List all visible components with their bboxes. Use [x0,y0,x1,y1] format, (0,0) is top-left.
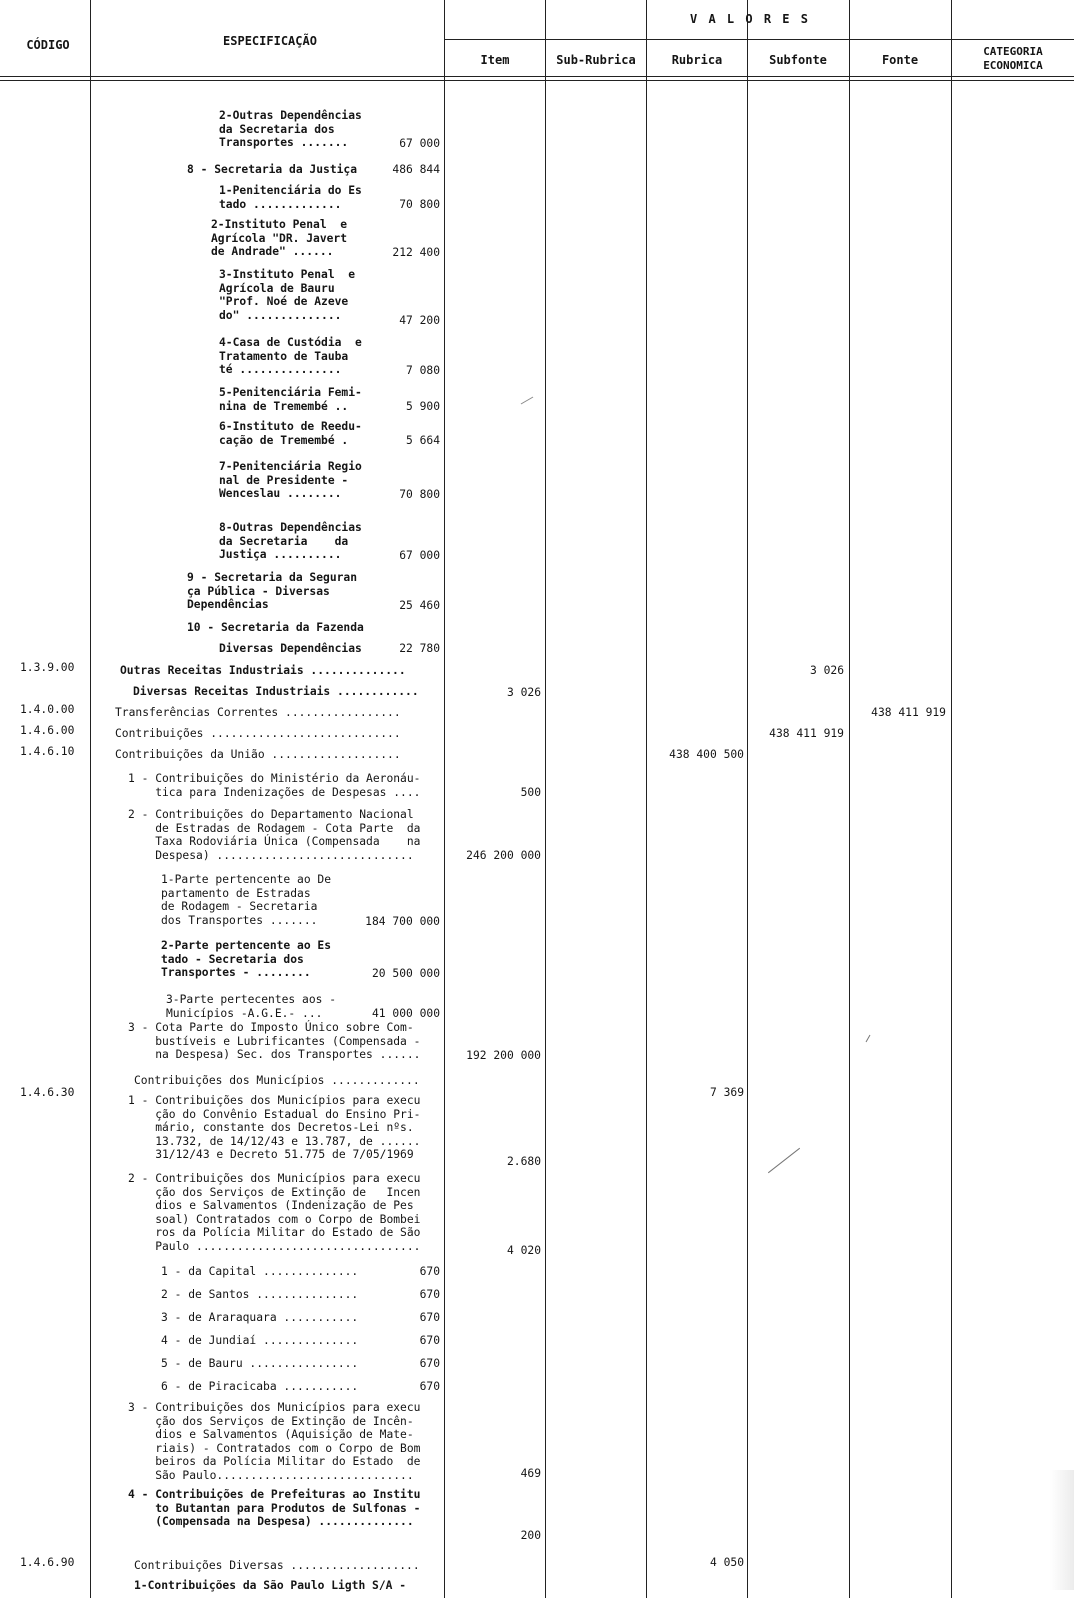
rule-codigo-right [90,0,91,1598]
subfonte-value: 438 411 919 [769,727,844,740]
spec-line: 4 - Contribuições de Prefeituras ao Institu to Butantan para Produtos de Sulfonas - (Compensada na Despesa) .............. [128,1488,421,1529]
spec-line: Contribuições da União ................... [115,748,401,761]
spec-amount: 670 [419,1334,440,1347]
spec-line: 5-Penitenciária Femi- nina de Tremembé .. [219,386,362,413]
header-subfonte: Subfonte [769,53,827,67]
code-cell: 1.4.6.00 [20,724,75,737]
spec-line: 2 - Contribuições dos Municípios para execu ção dos Serviços de Extinção de Incen dios e Salvamentos (Indenização de Pes soal) Contratados com o Corpo de Bombei ros da Polícia Militar do Estado de São Paulo ................................. [128,1172,421,1253]
spec-amount: 67 000 [399,549,440,562]
spec-amount: 47 200 [399,314,440,327]
spec-line: Contribuições Diversas ................... [134,1559,420,1572]
spec-line: 3-Instituto Penal e Agrícola de Bauru "Prof. Noé de Azeve do" .............. [219,268,356,322]
spec-line: 3 - de Araraquara ........... [161,1311,359,1324]
spec-line: 3 - Cota Parte do Imposto Único sobre Com- bustíveis e Lubrificantes (Compensada - na Despesa) Sec. dos Transportes ...... [128,1021,421,1062]
spec-amount: 670 [419,1380,440,1393]
spec-line: 6-Instituto de Reedu- cação de Tremembé . [219,420,362,447]
spec-line: 4-Casa de Custódia e Tratamento de Tauba té ............... [219,336,362,377]
spec-line: 8 - Secretaria da Justiça [187,163,358,176]
spec-line: Diversas Receitas Industriais ............ [133,685,419,698]
spec-line: Contribuições dos Municípios ............. [134,1074,420,1087]
spec-line: 2-Parte pertencente ao Es tado - Secretaria dos Transportes - ........ [161,939,332,980]
spec-line: 3 - Contribuições dos Municípios para execu ção dos Serviços de Extinção de Incên- dios e Salvamentos (Aquisição de Mate- riais) - Contratados com o Corpo de Bom beiros da Polícia Militar do Estado de São Paulo............................. [128,1401,421,1482]
rubrica-value: 438 400 500 [669,748,744,761]
rule-rubrica-right [747,0,748,1598]
spec-amount: 5 664 [405,434,440,447]
spec-line: 3-Parte pertecentes aos - Municípios -A.G.E.- ... [166,993,337,1020]
rule-header-bottom-2 [0,80,1074,81]
spec-line: 2-Outras Dependências da Secretaria dos Transportes ....... [219,109,362,150]
spec-line: 1 - Contribuições dos Municípios para execu ção do Convênio Estadual do Ensino Pri- mário, constante dos Decretos-Lei nºs. 13.732, de 14/12/43 e 13.787, de ...... 31/12/43 e Decreto 51.775 de 7/05/1969 [128,1094,421,1162]
spec-line: 2 - de Santos ............... [161,1288,359,1301]
rule-subrubrica-right [646,0,647,1598]
item-value: 200 [520,1529,541,1542]
spec-amount: 212 400 [392,246,440,259]
spec-line: 4 - de Jundiaí .............. [161,1334,359,1347]
fonte-value: 438 411 919 [871,706,946,719]
spec-line: 5 - de Bauru ................ [161,1357,359,1370]
spec-amount: 70 800 [399,488,440,501]
header-sub-rubrica: Sub-Rubrica [556,53,636,67]
spec-amount: 70 800 [399,198,440,211]
spec-line: 2-Instituto Penal e Agrícola "DR. Javert de Andrade" ...... [211,218,348,259]
spec-line: 1-Contribuições da São Paulo Ligth S/A - [134,1579,407,1592]
spec-amount: 670 [419,1288,440,1301]
header-item: Item [480,53,510,67]
item-value: 469 [520,1467,541,1480]
item-value: 4 020 [506,1244,541,1257]
code-cell: 1.4.6.90 [20,1556,75,1569]
item-value: 192 200 000 [466,1049,541,1062]
spec-line: Contribuições ............................ [115,727,401,740]
spec-amount: 7 080 [405,364,440,377]
rubrica-value: 7 369 [709,1086,744,1099]
spec-amount: 22 780 [399,642,440,655]
header-codigo: CÓDIGO [26,38,70,52]
spec-line: 1-Penitenciária do Es tado ............. [219,184,362,211]
header-economica: ECONOMICA [983,59,1043,72]
header-rubrica: Rubrica [671,53,723,67]
spec-amount: 41 000 000 [371,1007,440,1020]
code-cell: 1.4.6.10 [20,745,75,758]
spec-line: 7-Penitenciária Regio nal de Presidente - Wenceslau ........ [219,460,362,501]
spec-amount: 670 [419,1357,440,1370]
spec-amount: 184 700 000 [365,915,440,928]
header-fonte: Fonte [881,53,919,67]
code-cell: 1.4.6.30 [20,1086,75,1099]
spec-line: 9 - Secretaria da Seguran ça Pública - Diversas Dependências [187,571,358,612]
rule-item-right [545,0,546,1598]
spec-amount: 486 844 [392,163,440,176]
item-value: 246 200 000 [466,849,541,862]
spec-line: 1 - da Capital .............. [161,1265,359,1278]
code-cell: 1.3.9.00 [20,661,75,674]
rule-fonte-right [951,0,952,1598]
header-categoria: CATEGORIA [983,45,1043,58]
item-value: 2.680 [506,1155,541,1168]
scan-mark [521,397,534,405]
header-valores: V A L O R E S [690,12,810,26]
scan-mark [866,1035,871,1042]
spec-line: 8-Outras Dependências da Secretaria da Justiça .......... [219,521,362,562]
spec-line: 1-Parte pertencente ao De partamento de Estradas de Rodagem - Secretaria dos Transportes ....... [161,873,332,927]
rule-valores-underline [444,39,1074,40]
spec-line: Outras Receitas Industriais .............. [120,664,406,677]
item-value: 500 [520,786,541,799]
spec-amount: 670 [419,1265,440,1278]
spec-amount: 67 000 [399,137,440,150]
spec-line: 6 - de Piracicaba ........... [161,1380,359,1393]
rule-header-bottom [0,76,1074,77]
spec-amount: 25 460 [399,599,440,612]
rule-subfonte-right [849,0,850,1598]
spec-line: Transferências Correntes ................. [115,706,401,719]
spec-amount: 5 900 [405,400,440,413]
scan-mark [768,1148,800,1173]
item-value: 3 026 [506,686,541,699]
spec-line: 2 - Contribuições do Departamento Nacional de Estradas de Rodagem - Cota Parte da Taxa Rodoviária Única (Compensada na Despesa) ............................. [128,808,421,862]
subfonte-value: 3 026 [809,664,844,677]
header-especificacao: ESPECIFICAÇÃO [223,34,317,48]
rule-spec-right [444,0,445,1598]
rubrica-value: 4 050 [709,1556,744,1569]
spec-line: 10 - Secretaria da Fazenda [187,621,364,634]
scan-edge [1050,1470,1074,1590]
spec-amount: 20 500 000 [371,967,440,980]
spec-amount: 670 [419,1311,440,1324]
spec-line: 1 - Contribuições do Ministério da Aeronáu- tica para Indenizações de Despesas .... [128,772,421,799]
code-cell: 1.4.0.00 [20,703,75,716]
spec-line: Diversas Dependências [219,642,362,655]
